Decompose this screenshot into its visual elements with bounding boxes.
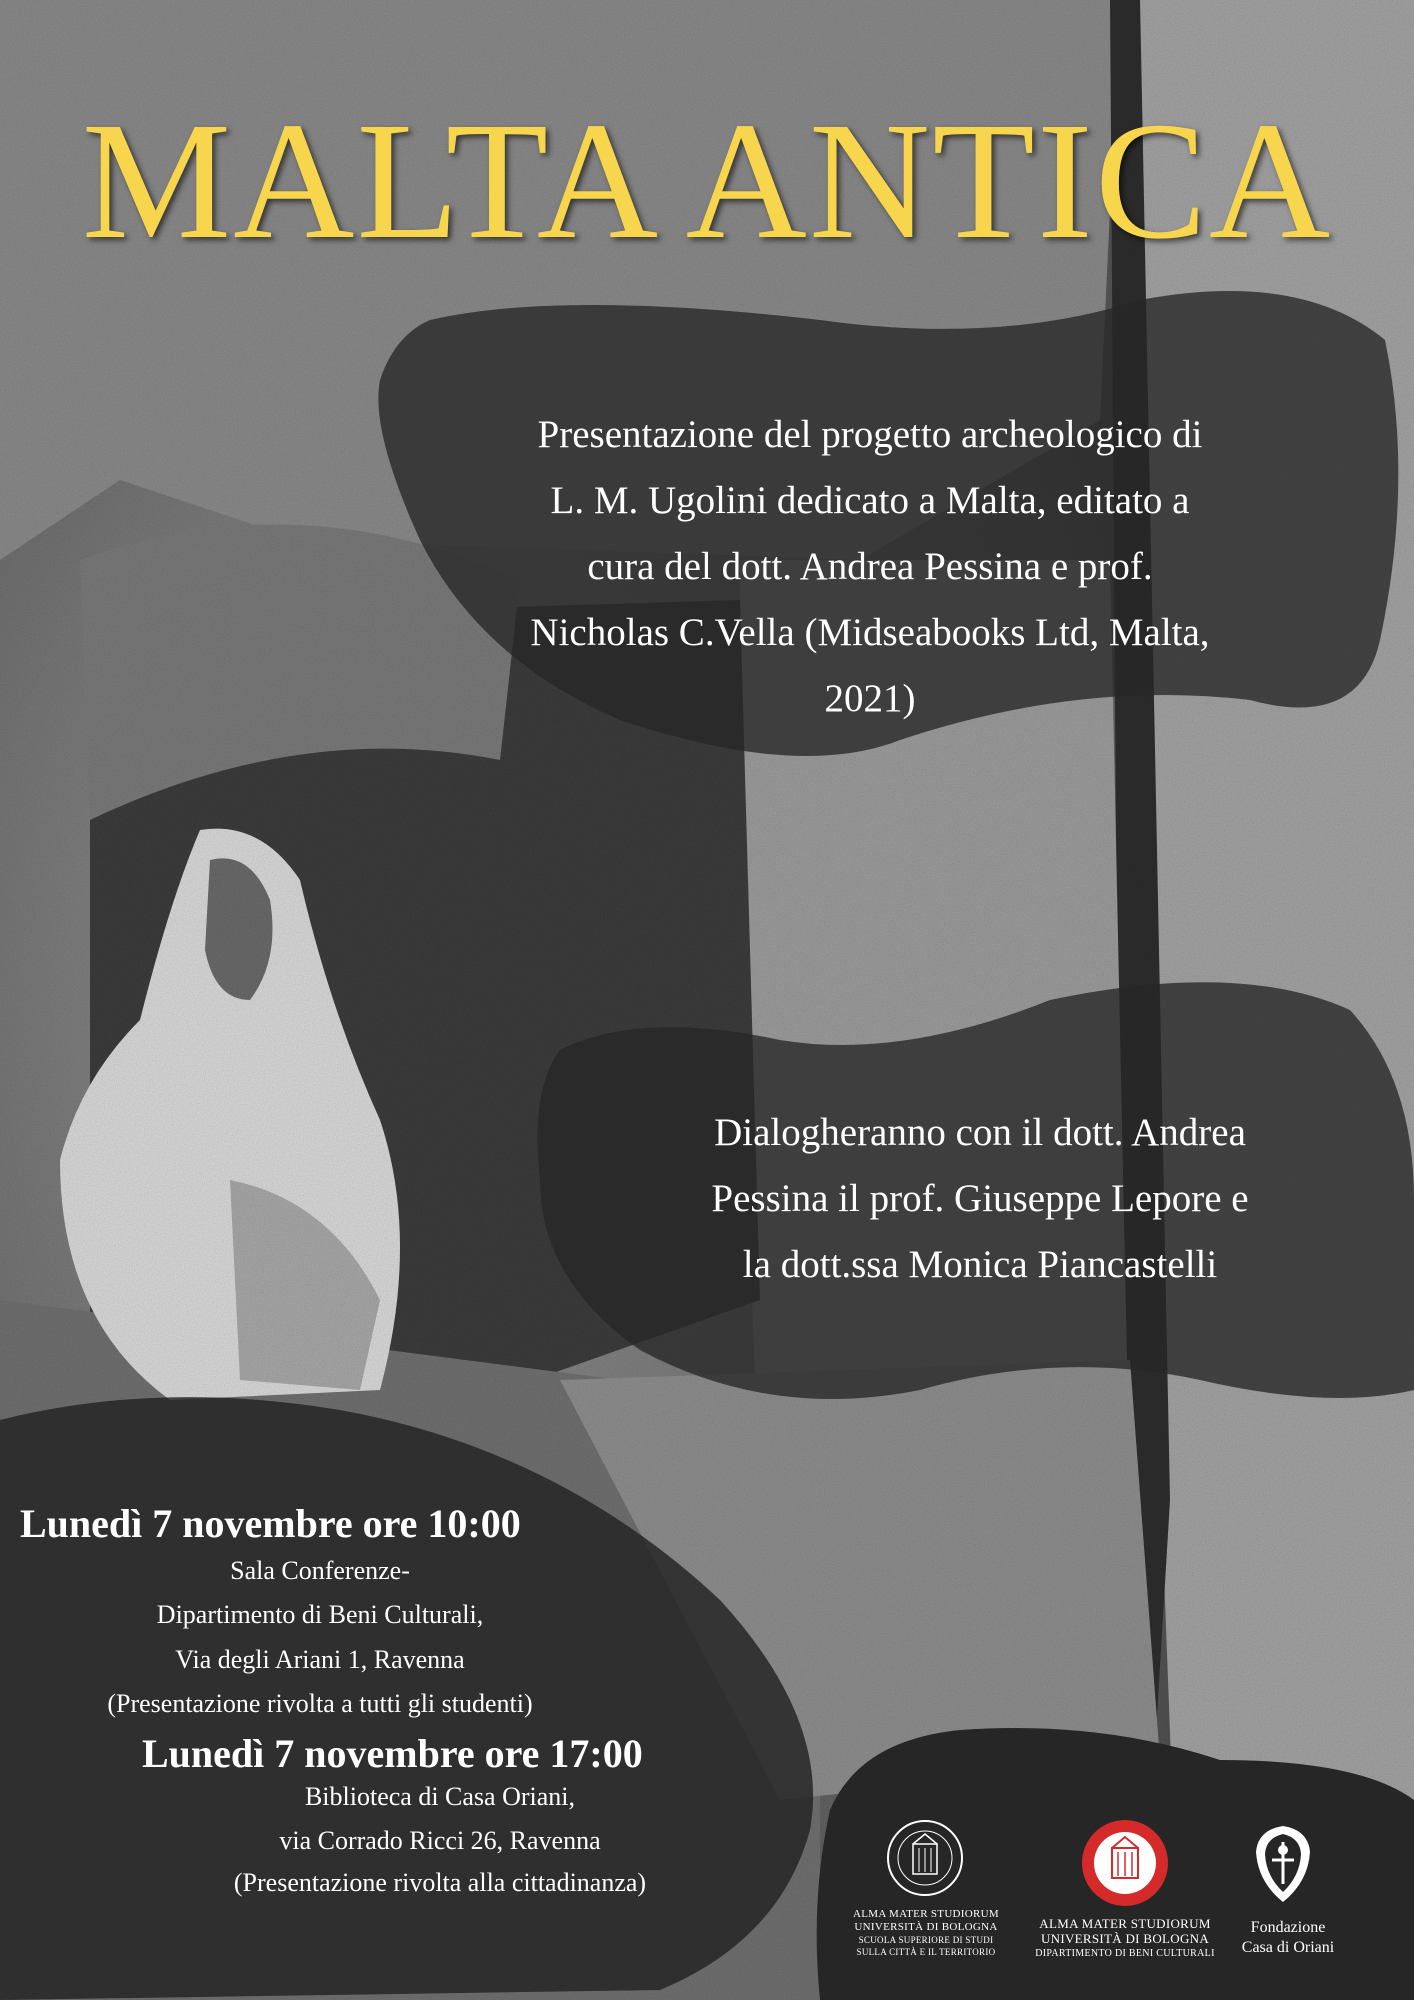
speakers-line: Dialogheranno con il dott. Andrea (714, 1111, 1246, 1154)
event-1-line: Via degli Ariani 1, Ravenna (175, 1645, 465, 1674)
event-2-line: via Corrado Ricci 26, Ravenna (279, 1826, 601, 1855)
speakers-text (620, 1100, 1340, 1298)
event-1-line: Sala Conferenze- (230, 1556, 410, 1585)
speakers-line: Pessina il prof. Giuseppe Lepore e (711, 1177, 1249, 1220)
logo-2-caption: ALMA MATER STUDIORUM UNIVERSITÀ DI BOLOGNA DIPARTIMENTO DI BENI CULTURALI (1035, 1916, 1215, 1959)
speakers-line: la dott.ssa Monica Piancastelli (742, 1243, 1218, 1286)
event-1-heading: Lunedì 7 novembre ore 10:00 (20, 1501, 521, 1546)
project-description (500, 402, 1240, 732)
event-2-line: (Presentazione rivolta alla cittadinanza) (233, 1868, 647, 1897)
description-line: L. M. Ugolini dedicato a Malta, editato a (550, 479, 1190, 522)
casa-oriani-crest-icon (1248, 1822, 1318, 1906)
description-line: Nicholas C.Vella (Midseabooks Ltd, Malta, (530, 611, 1210, 654)
event-1-line: (Presentazione rivolta a tutti gli studenti) (107, 1689, 533, 1718)
description-line: 2021) (824, 677, 916, 720)
logo-3-caption: Fondazione Casa di Oriani (1241, 1919, 1335, 1956)
description-line: Presentazione del progetto archeologico di (537, 413, 1203, 456)
poster-title: MALTA ANTICA (81, 88, 1333, 274)
event-2-line: Biblioteca di Casa Oriani, (304, 1782, 576, 1811)
event-2-heading: Lunedì 7 novembre ore 17:00 (142, 1731, 643, 1776)
event-1-line: Dipartimento di Beni Culturali, (156, 1600, 484, 1629)
red-university-seal-icon (1080, 1818, 1170, 1908)
university-seal-icon (885, 1818, 965, 1898)
logo-1-caption: ALMA MATER STUDIORUM UNIVERSITÀ DI BOLOGNA SCUOLA SUPERIORE DI STUDI SULLA CITTÀ E IL TERRITORIO (853, 1908, 999, 1957)
description-line: cura del dott. Andrea Pessina e prof. (587, 545, 1153, 588)
